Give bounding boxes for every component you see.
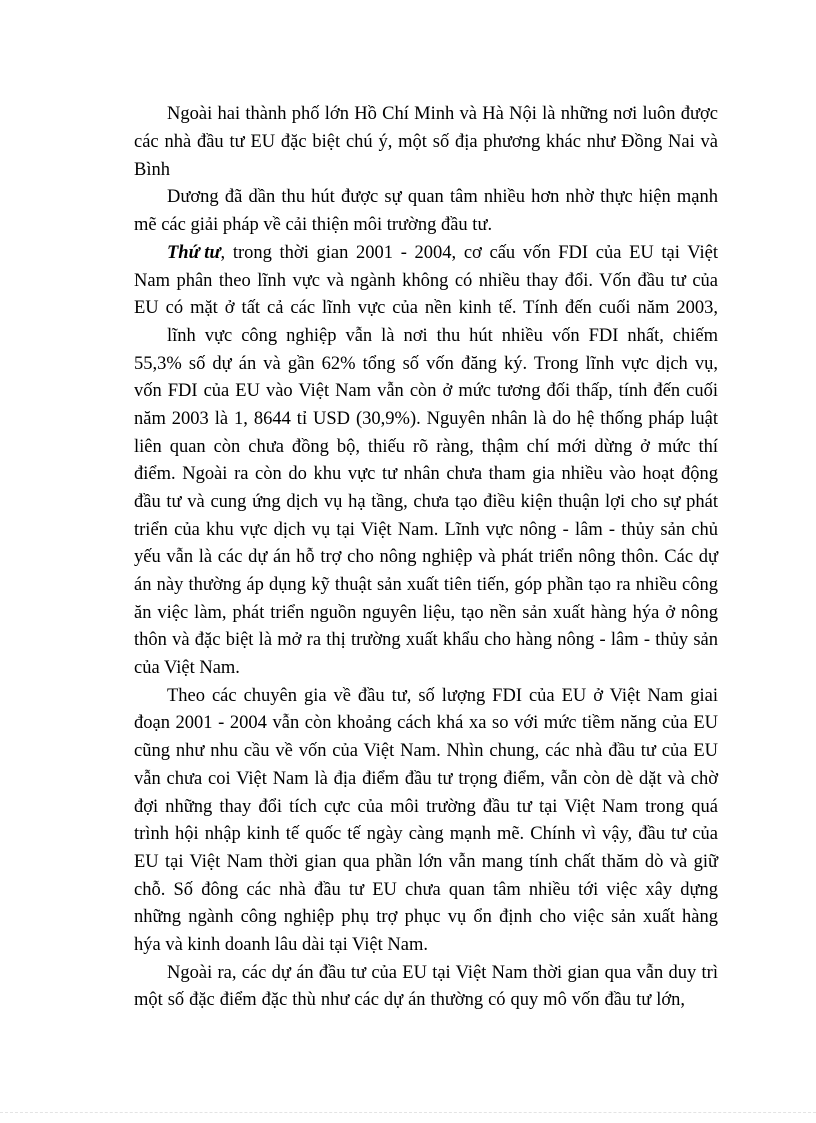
text-line: lĩnh vực công nghiệp vẫn là nơi thu hút nhiều vốn FDI nhất, chiếm: [167, 326, 718, 346]
text-line: Ngoài ra, các dự án đầu tư của EU tại Việt Nam thời gian qua vẫn duy trì: [167, 963, 718, 983]
text-line: EU tại Việt Nam thời gian qua phần lớn vẫn mang tính chất thăm dò và giữ: [134, 852, 718, 872]
text-line: Ngoài hai thành phố lớn Hồ Chí Minh và Hà Nội là những nơi luôn được: [167, 104, 718, 124]
text-line: án này thường áp dụng kỹ thuật sản xuất tiên tiến, góp phần tạo ra nhiều công: [134, 575, 718, 595]
text-line: Bình: [134, 160, 170, 180]
text-line: thôn và đặc biệt là mở ra thị trường xuất khẩu cho hàng nông - lâm - thủy sản: [134, 630, 718, 650]
text-line: một số đặc điểm đặc thù như các dự án thường có quy mô vốn đầu tư lớn,: [134, 990, 685, 1010]
text-line: Nam phân theo lĩnh vực và ngành không có nhiều thay đổi. Vốn đầu tư của: [134, 271, 718, 291]
text-line: EU có mặt ở tất cả các lĩnh vực của nền kinh tế. Tính đến cuối năm 2003,: [134, 298, 718, 318]
text-line: cũng như nhu cầu về vốn của Việt Nam. Nhìn chung, các nhà đầu tư của EU: [134, 741, 718, 761]
text-line: Dương đã dần thu hút được sự quan tâm nhiều hơn nhờ thực hiện mạnh: [167, 187, 718, 207]
text-line: đợi những thay đổi tích cực của môi trường đầu tư tại Việt Nam trong quá: [134, 797, 718, 817]
text-line: yếu vẫn là các dự án hỗ trợ cho nông nghiệp và phát triển nông thôn. Các dự: [134, 547, 718, 567]
text-line: vốn FDI của EU vào Việt Nam vẫn còn ở mức tương đối thấp, tính đến cuối: [134, 381, 718, 401]
text-line: liên quan còn chưa đồng bộ, thiếu rõ ràng, thậm chí mới dừng ở mức thí: [134, 437, 718, 457]
emphasis-phrase: Thứ tư: [167, 243, 221, 263]
text-fragment: , trong thời gian 2001 - 2004, cơ cấu vốn FDI của EU tại Việt: [220, 243, 718, 263]
text-line: vẫn chưa coi Việt Nam là địa điểm đầu tư trọng điểm, vẫn còn dè dặt và chờ: [134, 769, 718, 789]
text-line: năm 2003 là 1, 8644 tỉ USD (30,9%). Nguyên nhân là do hệ thống pháp luật: [134, 409, 718, 429]
text-line: 55,3% số dự án và gần 62% tổng số vốn đăng ký. Trong lĩnh vực dịch vụ,: [134, 354, 718, 374]
text-line: điểm. Ngoài ra còn do khu vực tư nhân chưa tham gia nhiều vào hoạt động: [134, 464, 718, 484]
text-line: đoạn 2001 - 2004 vẫn còn khoảng cách khá xa so với mức tiềm năng của EU: [134, 713, 718, 733]
text-line: của Việt Nam.: [134, 658, 240, 678]
text-line: mẽ các giải pháp về cải thiện môi trường đầu tư.: [134, 215, 493, 235]
text-line: đầu tư và cung ứng dịch vụ hạ tầng, chưa tạo điều kiện thuận lợi cho sự phát: [134, 492, 718, 512]
text-line: triển của khu vực dịch vụ tại Việt Nam. Lĩnh vực nông - lâm - thủy sản chủ: [134, 520, 718, 540]
text-line: chỗ. Số đông các nhà đầu tư EU chưa quan tâm nhiều tới việc xây dựng: [134, 880, 718, 900]
text-line: [167, 240, 718, 266]
text-line: ăn việc làm, phát triển nguồn nguyên liệu, tạo nền sản xuất hàng hýa ở nông: [134, 603, 718, 623]
text-line: những ngành công nghiệp phụ trợ phục vụ ổn định cho việc sản xuất hàng: [134, 907, 718, 927]
text-line: Theo các chuyên gia về đầu tư, số lượng FDI của EU ở Việt Nam giai: [167, 686, 718, 706]
text-line: các nhà đầu tư EU đặc biệt chú ý, một số địa phương khác như Đồng Nai và: [134, 132, 718, 152]
page-bottom-border: [0, 1112, 816, 1113]
text-line: trình hội nhập kinh tế quốc tế ngày càng mạnh mẽ. Chính vì vậy, đầu tư của: [134, 824, 718, 844]
text-line: hýa và kinh doanh lâu dài tại Việt Nam.: [134, 935, 428, 955]
